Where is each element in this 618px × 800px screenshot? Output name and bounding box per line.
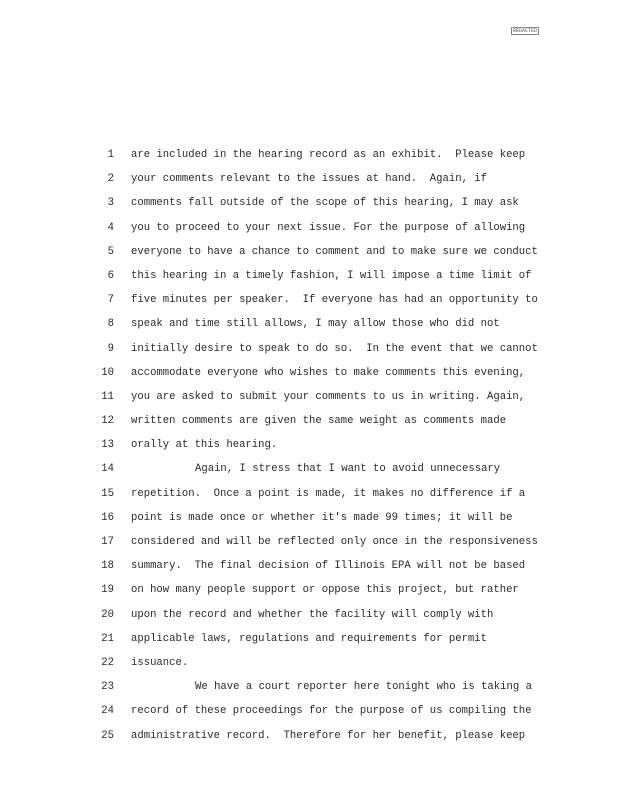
line-number: 10	[101, 366, 114, 379]
transcript-line	[0, 627, 618, 651]
transcript-line	[0, 506, 618, 530]
line-number: 7	[107, 294, 114, 307]
line-number: 12	[101, 415, 114, 428]
line-text: five minutes per speaker. If everyone has had an opportunity to	[131, 294, 538, 307]
transcript-line	[0, 578, 618, 602]
line-number: 14	[101, 463, 114, 476]
line-text: this hearing in a timely fashion, I will impose a time limit of	[131, 269, 532, 282]
line-number: 5	[107, 245, 114, 258]
transcript-line	[0, 699, 618, 723]
transcript-line	[0, 288, 618, 312]
line-text: accommodate everyone who wishes to make comments this evening,	[131, 366, 526, 379]
line-number: 1	[107, 149, 114, 161]
line-number: 16	[101, 511, 114, 524]
line-text: you to proceed to your next issue. For the purpose of allowing	[131, 221, 526, 234]
line-text: initially desire to speak to do so. In the event that we cannot	[131, 342, 538, 355]
line-number: 21	[101, 632, 114, 645]
transcript-line	[0, 361, 618, 385]
line-text: written comments are given the same weight as comments made	[131, 415, 507, 428]
line-text: speak and time still allows, I may allow those who did not	[131, 318, 500, 331]
transcript-line	[0, 651, 618, 675]
line-text: applicable laws, regulations and requirements for permit	[131, 632, 488, 645]
line-text: your comments relevant to the issues at hand. Again, if	[131, 173, 488, 186]
line-text: record of these proceedings for the purpose of us compiling the	[131, 705, 532, 718]
line-text: We have a court reporter here tonight who is taking a	[195, 681, 532, 694]
line-text: comments fall outside of the scope of this hearing, I may ask	[131, 197, 519, 210]
line-text: considered and will be reflected only once in the responsiveness	[131, 536, 538, 548]
transcript-line	[0, 530, 618, 554]
transcript-line	[0, 312, 618, 336]
transcript-line	[0, 167, 618, 191]
line-text: orally at this hearing.	[131, 439, 278, 452]
transcript-line	[0, 409, 618, 433]
line-number: 4	[107, 221, 114, 234]
transcript-page	[0, 143, 618, 748]
line-number: 17	[101, 536, 114, 548]
transcript-line	[0, 603, 618, 627]
transcript-line	[0, 337, 618, 361]
line-number: 3	[107, 197, 114, 210]
line-text: summary. The final decision of Illinois EPA will not be based	[131, 560, 526, 573]
transcript-line	[0, 554, 618, 578]
line-number: 18	[101, 560, 114, 573]
line-number: 2	[107, 173, 114, 186]
line-number: 24	[101, 705, 114, 718]
transcript-line	[0, 216, 618, 240]
line-number: 8	[107, 318, 114, 331]
line-number: 23	[101, 681, 114, 694]
redaction-stamp: REDACTED	[513, 28, 538, 34]
line-number: 9	[107, 342, 114, 355]
transcript-line	[0, 433, 618, 457]
line-text: on how many people support or oppose this project, but rather	[131, 584, 519, 597]
transcript-line	[0, 675, 618, 699]
line-number: 19	[101, 584, 114, 597]
transcript-line	[0, 724, 618, 748]
line-text: administrative record. Therefore for her benefit, please keep	[131, 729, 526, 742]
transcript-line	[0, 191, 618, 215]
line-text: everyone to have a chance to comment and to make sure we conduct	[131, 245, 538, 258]
line-number: 6	[107, 269, 114, 282]
line-number: 20	[101, 608, 114, 621]
line-number: 25	[101, 729, 114, 742]
transcript-line	[0, 385, 618, 409]
transcript-line	[0, 482, 618, 506]
line-text: upon the record and whether the facility will comply with	[131, 608, 494, 621]
line-number: 11	[101, 390, 114, 403]
line-text: you are asked to submit your comments to us in writing. Again,	[131, 390, 526, 403]
transcript-line	[0, 264, 618, 288]
line-number: 15	[101, 487, 114, 500]
line-text: are included in the hearing record as an exhibit. Please keep	[131, 149, 526, 161]
line-text: Again, I stress that I want to avoid unnecessary	[195, 463, 501, 476]
transcript-line	[0, 457, 618, 481]
line-text: point is made once or whether it's made 99 times; it will be	[131, 511, 513, 524]
line-text: issuance.	[131, 656, 189, 669]
line-number: 13	[101, 439, 114, 452]
line-text: repetition. Once a point is made, it makes no difference if a	[131, 487, 526, 500]
line-number: 22	[101, 656, 114, 669]
transcript-line	[0, 143, 618, 167]
transcript-line	[0, 240, 618, 264]
